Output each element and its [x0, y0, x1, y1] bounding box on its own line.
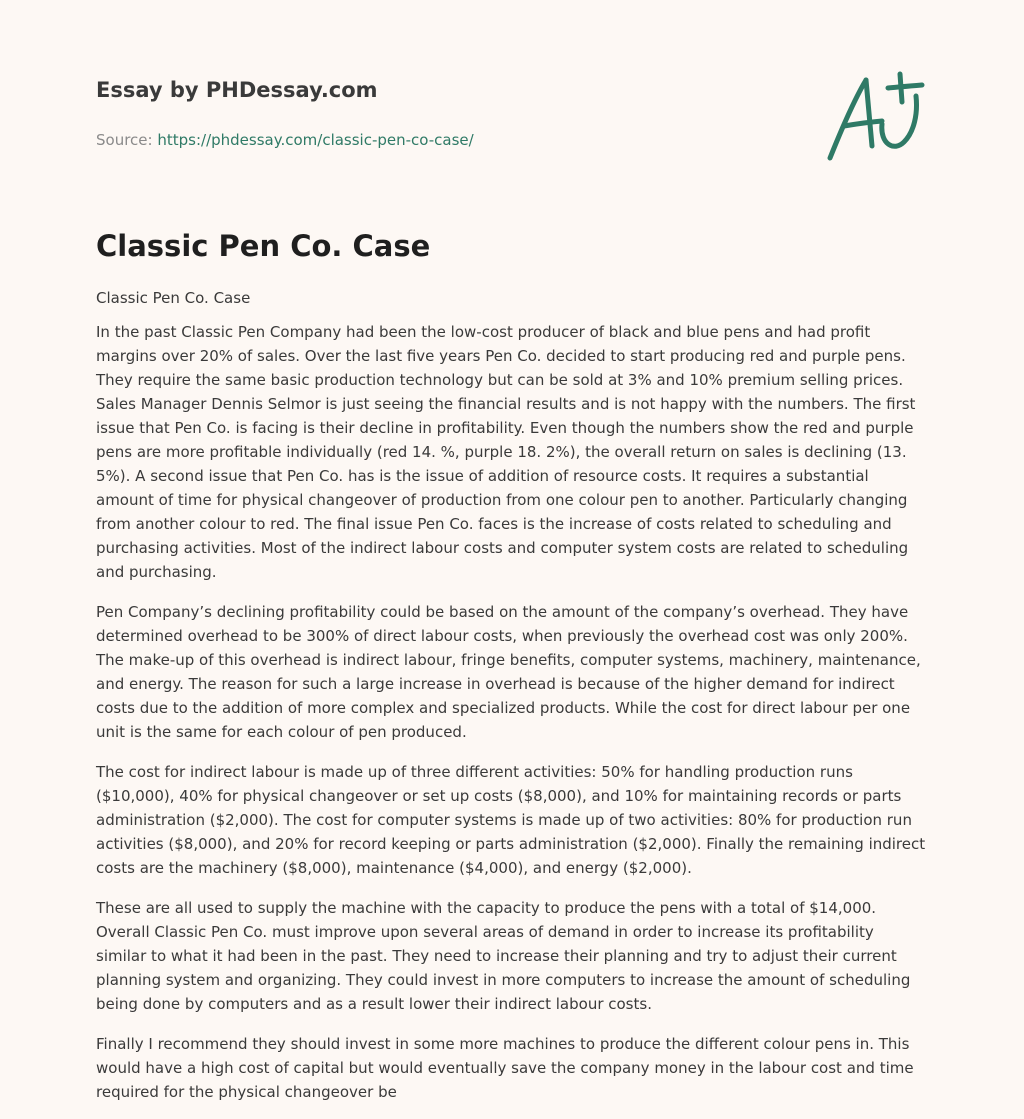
paragraph: In the past Classic Pen Company had been the low-cost producer of black and blue pens and had profit margins over 20% of sales. Over the last five years Pen Co. decided to start producing red and purple pens. They require the same basic production technology but can be sold at 3% and 10% premium selling prices. Sales Manager Dennis Selmor is just seeing the financial results and is not happy with the numbers. The first issue that Pen Co. is facing is their decline in profitability. Even though the numbers show the red and purple pens are more profitable individually (red 14. %, purple 18. 2%), the overall return on sales is declining (13. 5%). A second issue that Pen Co. has is the issue of addition of resource costs. It requires a substantial amount of time for physical changeover of production from one colour pen to another. Particularly changing from another colour to red. The final issue Pen Co. faces is the increase of costs related to scheduling and purchasing activities. Most of the indirect labour costs and computer system costs are related to scheduling and purchasing. — [96, 323, 916, 581]
site-brand: Essay by PHDessay.com — [96, 78, 378, 102]
source-link[interactable]: https://phdessay.com/classic-pen-co-case/ — [157, 131, 474, 149]
a-plus-logo-icon — [820, 66, 930, 166]
article-subtitle: Classic Pen Co. Case — [96, 289, 251, 307]
article — [96, 224, 928, 1119]
page-header — [96, 74, 736, 150]
paragraph: These are all used to supply the machine with the capacity to produce the pens with a total of $14,000. Overall Classic Pen Co. must improve upon several areas of demand in order to increase its profitability similar to what it had been in the past. They need to increase their planning and try to adjust their current planning system and organizing. They could invest in more computers to increase the amount of scheduling being done by computers and as a result lower their indirect labour costs. — [96, 899, 911, 1013]
paragraph: The cost for indirect labour is made up of three different activities: 50% for handling production runs ($10,000), 40% for physical changeover or set up costs ($8,000), and 10% for maintaining records or parts administration ($2,000). The cost for computer systems is made up of two activities: 80% for production run activities ($8,000), and 20% for record keeping or parts administration ($2,000). Finally the remaining indirect costs are the machinery ($8,000), maintenance ($4,000), and energy ($2,000). — [96, 763, 926, 877]
paragraph: Finally I recommend they should invest in some more machines to produce the different colour pens in. This would have a high cost of capital but would eventually save the company money in the labour cost and time required for the physical changeover be — [96, 1035, 914, 1101]
paragraph: Pen Company’s declining profitability could be based on the amount of the company’s overhead. They have determined overhead to be 300% of direct labour costs, when previously the overhead cost was only 200%. The make-up of this overhead is indirect labour, fringe benefits, computer systems, machinery, maintenance, and energy. The reason for such a large increase in overhead is because of the higher demand for indirect costs due to the addition of more complex and specialized products. While the cost for direct labour per one unit is the same for each colour of pen produced. — [96, 603, 921, 741]
source-line — [96, 130, 736, 150]
source-label: Source: — [96, 131, 153, 149]
page-title: Classic Pen Co. Case — [96, 229, 431, 263]
